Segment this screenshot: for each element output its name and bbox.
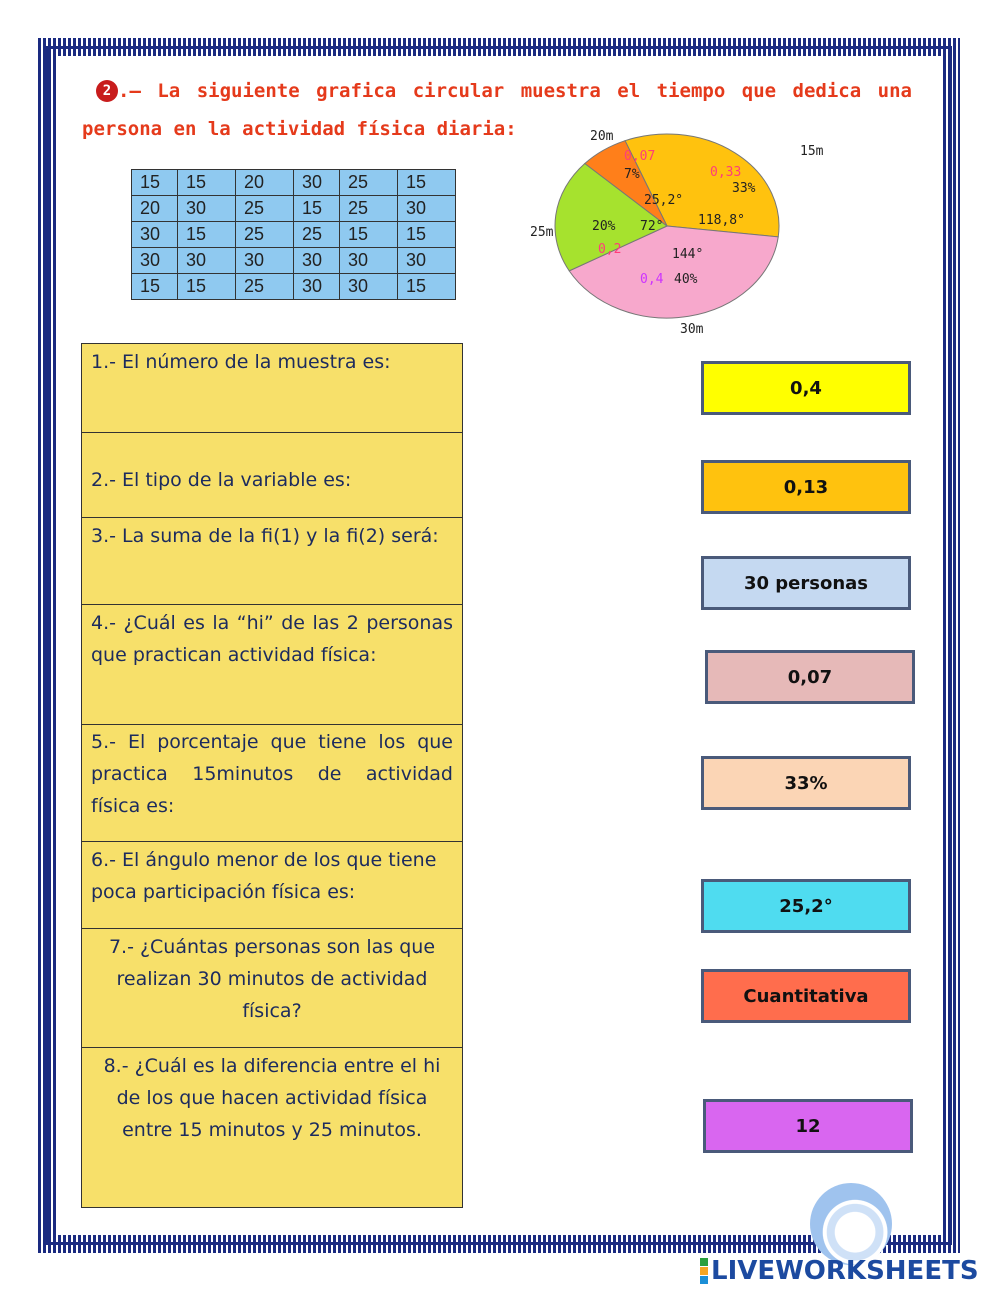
table-cell: 15 xyxy=(398,222,456,248)
table-cell: 30 xyxy=(178,196,236,222)
pie-hi-label: 0,4 xyxy=(640,272,664,287)
table-cell: 15 xyxy=(178,222,236,248)
table-cell: 30 xyxy=(294,274,340,300)
question-6: 6.- El ángulo menor de los que tiene poca participación física es: xyxy=(91,849,437,903)
question-divider xyxy=(82,517,462,518)
question-divider xyxy=(82,604,462,605)
table-cell: 30 xyxy=(398,248,456,274)
table-cell: 15 xyxy=(398,274,456,300)
question-1: 1.- El número de la muestra es: xyxy=(91,351,391,373)
table-cell: 30 xyxy=(132,222,178,248)
question-5: 5.- El porcentaje que tiene los que practica 15minutos de actividad física es: xyxy=(91,731,453,817)
answer-card-3[interactable]: 30 personas xyxy=(701,556,911,610)
table-cell: 25 xyxy=(294,222,340,248)
table-cell: 25 xyxy=(340,170,398,196)
logo-globe-icon xyxy=(810,1183,892,1265)
table-cell: 15 xyxy=(178,274,236,300)
exercise-instruction: .– La siguiente grafica circular muestra el tiempo que dedica una persona en la actividad física diaria: xyxy=(82,80,912,140)
table-cell: 15 xyxy=(132,170,178,196)
pie-category-label: 25m xyxy=(530,225,554,240)
answer-card-1[interactable]: 0,4 xyxy=(701,361,911,415)
question-2: 2.- El tipo de la variable es: xyxy=(91,469,352,491)
pie-hi-label: 0,2 xyxy=(598,242,622,257)
table-cell: 30 xyxy=(132,248,178,274)
answer-card-7[interactable]: Cuantitativa xyxy=(701,969,911,1023)
table-row xyxy=(132,196,456,222)
liveworksheets-logo xyxy=(700,1255,979,1287)
table-cell: 25 xyxy=(236,274,294,300)
answer-card-5[interactable]: 33% xyxy=(701,756,911,810)
table-cell: 30 xyxy=(236,248,294,274)
table-row xyxy=(132,274,456,300)
logo-text: LIVEWORKSHEETS xyxy=(711,1256,979,1286)
table-cell: 15 xyxy=(178,170,236,196)
table-cell: 25 xyxy=(236,196,294,222)
table-row xyxy=(132,248,456,274)
pie-angle-label: 118,8° xyxy=(698,213,745,228)
question-8: 8.- ¿Cuál es la diferencia entre el hi de los que hacen actividad física entre 15 minutos y 25 minutos. xyxy=(103,1055,441,1141)
answer-card-4[interactable]: 0,07 xyxy=(705,650,915,704)
table-cell: 20 xyxy=(132,196,178,222)
questions-panel xyxy=(81,343,463,1208)
table-cell: 15 xyxy=(398,170,456,196)
table-cell: 30 xyxy=(340,248,398,274)
pie-hi-label: 0,07 xyxy=(624,149,656,164)
answer-card-6[interactable]: 25,2° xyxy=(701,879,911,933)
pie-category-label: 30m xyxy=(680,322,704,337)
table-cell: 25 xyxy=(236,222,294,248)
question-4: 4.- ¿Cuál es la “hi” de las 2 personas que practican actividad física: xyxy=(91,612,453,666)
logo-block xyxy=(700,1258,708,1266)
table-cell: 15 xyxy=(132,274,178,300)
pie-category-label: 15m xyxy=(800,144,824,159)
exercise-number-badge: 2 xyxy=(96,80,118,102)
table-cell: 30 xyxy=(294,248,340,274)
pie-angle-label: 72° xyxy=(640,219,664,234)
question-divider xyxy=(82,1047,462,1048)
answer-card-8[interactable]: 12 xyxy=(703,1099,913,1153)
table-cell: 30 xyxy=(340,274,398,300)
question-7: 7.- ¿Cuántas personas son las que realizan 30 minutos de actividad física? xyxy=(108,936,436,1022)
sample-data-table xyxy=(131,169,456,300)
answer-card-2[interactable]: 0,13 xyxy=(701,460,911,514)
pie-percent-label: 33% xyxy=(732,181,756,196)
pie-percent-label: 40% xyxy=(674,272,698,287)
table-cell: 25 xyxy=(340,196,398,222)
table-row xyxy=(132,222,456,248)
pie-percent-label: 20% xyxy=(592,219,616,234)
table-cell: 15 xyxy=(294,196,340,222)
question-divider xyxy=(82,841,462,842)
pie-category-label: 20m xyxy=(590,129,614,144)
question-3: 3.- La suma de la fi(1) y la fi(2) será: xyxy=(91,525,439,547)
table-cell: 15 xyxy=(340,222,398,248)
table-cell: 30 xyxy=(398,196,456,222)
table-cell: 20 xyxy=(236,170,294,196)
question-divider xyxy=(82,724,462,725)
question-divider xyxy=(82,432,462,433)
pie-angle-label: 25,2° xyxy=(644,193,684,208)
logo-blocks-icon xyxy=(700,1258,708,1284)
question-divider xyxy=(82,928,462,929)
table-cell: 30 xyxy=(294,170,340,196)
pie-hi-label: 0,33 xyxy=(710,165,742,180)
logo-block xyxy=(700,1267,708,1275)
logo-block xyxy=(700,1276,708,1284)
pie-percent-label: 7% xyxy=(624,167,640,182)
pie-angle-label: 144° xyxy=(672,247,704,262)
table-row xyxy=(132,170,456,196)
table-cell: 30 xyxy=(178,248,236,274)
pie-chart xyxy=(520,118,840,343)
